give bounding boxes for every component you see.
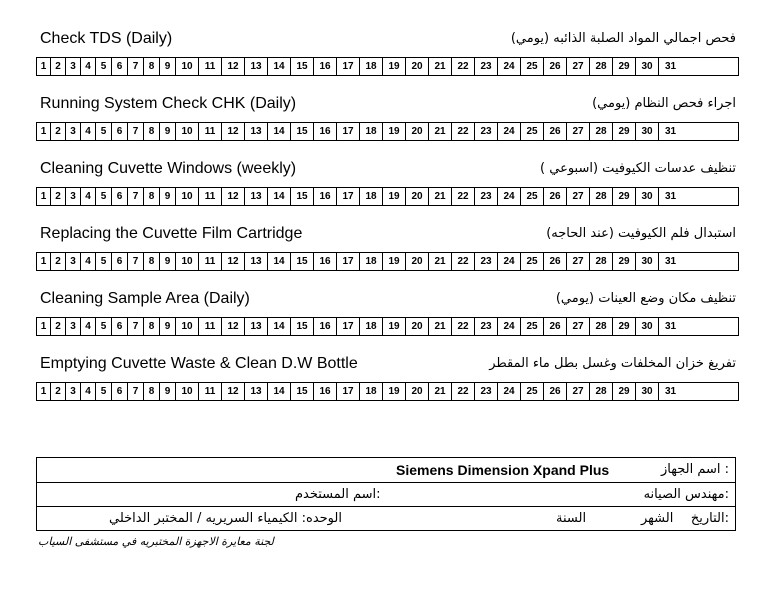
year-label: السنة — [556, 511, 587, 526]
day-cell[interactable]: 8 — [144, 123, 160, 140]
day-cell[interactable]: 22 — [452, 383, 475, 400]
day-cell[interactable]: 18 — [360, 123, 383, 140]
day-cell[interactable]: 21 — [429, 188, 452, 205]
day-cell[interactable]: 20 — [406, 58, 429, 75]
day-cell[interactable]: 17 — [337, 318, 360, 335]
day-cell[interactable]: 26 — [544, 188, 567, 205]
day-cell[interactable]: 31 — [664, 256, 677, 267]
user-label: اسم المستخدم: — [295, 487, 381, 502]
task-title-en: Cleaning Sample Area (Daily) — [40, 290, 250, 307]
day-cell[interactable]: 23 — [475, 318, 498, 335]
day-cell[interactable]: 26 — [544, 123, 567, 140]
day-cell[interactable]: 28 — [590, 123, 613, 140]
day-cell[interactable]: 1 — [37, 318, 51, 335]
day-cell[interactable]: 24 — [498, 318, 521, 335]
day-cell[interactable]: 30 — [636, 123, 659, 140]
day-cell[interactable]: 6 — [112, 383, 128, 400]
day-cell[interactable]: 21 — [429, 58, 452, 75]
day-cell[interactable]: 24 — [498, 383, 521, 400]
day-cell[interactable]: 28 — [590, 318, 613, 335]
day-cell[interactable]: 6 — [112, 318, 128, 335]
day-cell[interactable]: 29 — [613, 123, 636, 140]
unit-label: الوحده: الكيمياء السريريه / المختبر الداخلي — [109, 511, 342, 526]
day-cell[interactable]: 14 — [268, 123, 291, 140]
day-cell[interactable]: 21 — [429, 383, 452, 400]
day-cell[interactable]: 1 — [37, 188, 51, 205]
task-title-ar: تفريغ خزان المخلفات وغسل بطل ماء المقطر — [489, 356, 736, 371]
day-cell[interactable]: 26 — [544, 58, 567, 75]
day-cell[interactable]: 18 — [360, 58, 383, 75]
day-cell[interactable]: 28 — [590, 58, 613, 75]
day-cell[interactable]: 19 — [383, 188, 406, 205]
day-cell[interactable]: 27 — [567, 383, 590, 400]
day-cell[interactable]: 31 — [664, 386, 677, 397]
day-cell[interactable]: 12 — [222, 383, 245, 400]
task-title-en: Running System Check CHK (Daily) — [40, 95, 297, 112]
day-cell[interactable]: 19 — [383, 58, 406, 75]
day-cell[interactable]: 1 — [37, 58, 51, 75]
day-cell[interactable]: 6 — [112, 253, 128, 270]
day-cell[interactable]: 1 — [37, 383, 51, 400]
engineer-label: مهندس الصيانه: — [643, 487, 729, 502]
day-cell[interactable]: 18 — [360, 188, 383, 205]
day-cell[interactable]: 16 — [314, 253, 337, 270]
day-cell[interactable]: 29 — [613, 383, 636, 400]
day-cell[interactable]: 3 — [66, 318, 81, 335]
month-label: الشهر — [641, 511, 674, 526]
day-cell[interactable]: 20 — [406, 318, 429, 335]
day-cell[interactable]: 31 — [664, 126, 677, 137]
day-cell[interactable]: 23 — [475, 383, 498, 400]
day-grid-row — [36, 122, 739, 141]
day-cell[interactable]: 11 — [199, 123, 222, 140]
day-cell[interactable]: 20 — [406, 188, 429, 205]
day-cell[interactable]: 16 — [314, 123, 337, 140]
day-cell[interactable]: 15 — [291, 318, 314, 335]
day-grid-row — [36, 252, 739, 271]
day-cell[interactable]: 5 — [96, 383, 112, 400]
day-cell[interactable]: 3 — [66, 253, 81, 270]
day-cell[interactable]: 16 — [314, 383, 337, 400]
task-title-en: Emptying Cuvette Waste & Clean D.W Bottle — [40, 355, 358, 372]
day-cell[interactable]: 13 — [245, 188, 268, 205]
day-cell[interactable]: 30 — [636, 383, 659, 400]
day-cell[interactable]: 26 — [544, 383, 567, 400]
day-cell[interactable]: 15 — [291, 188, 314, 205]
day-cell[interactable]: 31 — [664, 191, 677, 202]
day-cell[interactable]: 9 — [160, 253, 176, 270]
device-label: اسم الجهاز : — [661, 462, 729, 477]
task-title-en: Cleaning Cuvette Windows (weekly) — [40, 160, 297, 177]
day-cell[interactable]: 10 — [176, 123, 199, 140]
day-cell[interactable]: 14 — [268, 58, 291, 75]
task-title-ar: تنظيف مكان وضع العينات (يومي) — [555, 291, 736, 306]
day-cell[interactable]: 12 — [222, 123, 245, 140]
day-cell[interactable]: 30 — [636, 318, 659, 335]
day-cell[interactable]: 24 — [498, 123, 521, 140]
day-cell[interactable]: 29 — [613, 58, 636, 75]
day-cell[interactable]: 22 — [452, 58, 475, 75]
day-cell[interactable]: 13 — [245, 123, 268, 140]
day-cell[interactable]: 5 — [96, 318, 112, 335]
day-cell[interactable]: 3 — [66, 123, 81, 140]
day-cell[interactable]: 16 — [314, 318, 337, 335]
day-cell[interactable]: 6 — [112, 123, 128, 140]
day-cell[interactable]: 8 — [144, 318, 160, 335]
day-cell[interactable]: 22 — [452, 188, 475, 205]
day-cell[interactable]: 27 — [567, 188, 590, 205]
task-title-ar: استبدال فلم الكيوفيت (عند الحاجه) — [546, 226, 736, 241]
day-cell[interactable]: 7 — [128, 123, 144, 140]
day-cell[interactable]: 11 — [199, 58, 222, 75]
day-cell[interactable]: 14 — [268, 253, 291, 270]
day-cell[interactable]: 15 — [291, 58, 314, 75]
day-cell[interactable]: 12 — [222, 253, 245, 270]
device-row — [37, 458, 735, 483]
day-cell[interactable]: 24 — [498, 253, 521, 270]
day-cell[interactable]: 2 — [51, 318, 66, 335]
day-cell[interactable]: 13 — [245, 318, 268, 335]
day-cell[interactable]: 21 — [429, 123, 452, 140]
day-cell[interactable]: 11 — [199, 318, 222, 335]
day-cell[interactable]: 4 — [81, 383, 96, 400]
day-cell[interactable]: 7 — [128, 253, 144, 270]
day-cell[interactable]: 17 — [337, 253, 360, 270]
day-cell[interactable]: 23 — [475, 188, 498, 205]
day-cell[interactable]: 21 — [429, 318, 452, 335]
day-cell[interactable]: 10 — [176, 188, 199, 205]
day-cell[interactable]: 27 — [567, 123, 590, 140]
day-cell[interactable]: 22 — [452, 253, 475, 270]
day-cell[interactable]: 5 — [96, 58, 112, 75]
day-cell[interactable]: 31 — [664, 61, 677, 72]
day-cell[interactable]: 9 — [160, 58, 176, 75]
day-cell[interactable]: 28 — [590, 253, 613, 270]
day-cell[interactable]: 16 — [314, 58, 337, 75]
day-cell[interactable]: 11 — [199, 253, 222, 270]
day-grid-row — [36, 57, 739, 76]
day-cell[interactable]: 18 — [360, 318, 383, 335]
day-cell[interactable]: 30 — [636, 188, 659, 205]
day-cell[interactable]: 15 — [291, 123, 314, 140]
day-cell[interactable]: 22 — [452, 318, 475, 335]
day-cell[interactable]: 31 — [664, 321, 677, 332]
day-cell[interactable]: 1 — [37, 253, 51, 270]
day-cell[interactable]: 23 — [475, 253, 498, 270]
day-grid-row — [36, 187, 739, 206]
info-box — [36, 457, 736, 531]
day-cell[interactable]: 11 — [199, 383, 222, 400]
day-cell[interactable]: 27 — [567, 253, 590, 270]
day-cell[interactable]: 23 — [475, 58, 498, 75]
day-cell[interactable]: 20 — [406, 123, 429, 140]
day-cell[interactable]: 2 — [51, 188, 66, 205]
day-cell[interactable]: 13 — [245, 58, 268, 75]
day-cell[interactable]: 16 — [314, 188, 337, 205]
task-title-ar: تنظيف عدسات الكيوفيت (اسبوعي ) — [540, 161, 736, 176]
day-cell[interactable]: 6 — [112, 58, 128, 75]
day-cell[interactable]: 27 — [567, 318, 590, 335]
day-cell[interactable]: 22 — [452, 123, 475, 140]
day-cell[interactable]: 1 — [37, 123, 51, 140]
day-cell[interactable]: 7 — [128, 58, 144, 75]
day-cell[interactable]: 18 — [360, 383, 383, 400]
day-cell[interactable]: 10 — [176, 253, 199, 270]
day-cell[interactable]: 8 — [144, 383, 160, 400]
day-cell[interactable]: 13 — [245, 383, 268, 400]
day-cell[interactable]: 12 — [222, 58, 245, 75]
day-cell[interactable]: 25 — [521, 188, 544, 205]
day-cell[interactable]: 9 — [160, 188, 176, 205]
day-cell[interactable]: 4 — [81, 253, 96, 270]
day-cell[interactable]: 26 — [544, 253, 567, 270]
date-row — [37, 507, 735, 531]
task-title-en: Check TDS (Daily) — [40, 30, 173, 47]
footer-note: لجنة معايرة الاجهزة المختبريه في مستشفى السياب — [38, 535, 274, 548]
day-cell[interactable]: 4 — [81, 123, 96, 140]
day-cell[interactable]: 15 — [291, 383, 314, 400]
day-cell[interactable]: 7 — [128, 318, 144, 335]
day-cell[interactable]: 17 — [337, 383, 360, 400]
day-cell[interactable]: 2 — [51, 123, 66, 140]
day-cell[interactable]: 10 — [176, 318, 199, 335]
day-cell[interactable]: 25 — [521, 383, 544, 400]
day-cell[interactable]: 25 — [521, 123, 544, 140]
day-cell[interactable]: 11 — [199, 188, 222, 205]
day-cell[interactable]: 29 — [613, 253, 636, 270]
day-cell[interactable]: 4 — [81, 58, 96, 75]
day-cell[interactable]: 5 — [96, 188, 112, 205]
task-title-en: Replacing the Cuvette Film Cartridge — [40, 225, 303, 242]
day-cell[interactable]: 3 — [66, 58, 81, 75]
day-cell[interactable]: 6 — [112, 188, 128, 205]
day-cell[interactable]: 19 — [383, 383, 406, 400]
day-cell[interactable]: 25 — [521, 58, 544, 75]
day-cell[interactable]: 17 — [337, 188, 360, 205]
day-cell[interactable]: 3 — [66, 188, 81, 205]
day-cell[interactable]: 20 — [406, 383, 429, 400]
date-label: التاريخ: — [690, 511, 729, 526]
day-cell[interactable]: 2 — [51, 383, 66, 400]
day-cell[interactable]: 9 — [160, 123, 176, 140]
day-cell[interactable]: 19 — [383, 123, 406, 140]
day-grid-row — [36, 317, 739, 336]
task-title-ar: فحص اجمالي المواد الصلبة الذائبه (يومي) — [510, 31, 736, 46]
day-cell[interactable]: 10 — [176, 383, 199, 400]
day-cell[interactable]: 17 — [337, 123, 360, 140]
day-cell[interactable]: 30 — [636, 253, 659, 270]
day-cell[interactable]: 19 — [383, 253, 406, 270]
day-cell[interactable]: 2 — [51, 253, 66, 270]
day-cell[interactable]: 21 — [429, 253, 452, 270]
day-cell[interactable]: 13 — [245, 253, 268, 270]
day-cell[interactable]: 24 — [498, 188, 521, 205]
task-title-ar: اجراء فحص النظام (يومي) — [592, 96, 736, 111]
day-cell[interactable]: 10 — [176, 58, 199, 75]
day-cell[interactable]: 28 — [590, 188, 613, 205]
day-cell[interactable]: 15 — [291, 253, 314, 270]
day-cell[interactable]: 17 — [337, 58, 360, 75]
day-grid-row — [36, 382, 739, 401]
day-cell[interactable]: 12 — [222, 188, 245, 205]
day-cell[interactable]: 2 — [51, 58, 66, 75]
day-cell[interactable]: 29 — [613, 188, 636, 205]
day-cell[interactable]: 8 — [144, 188, 160, 205]
day-cell[interactable]: 5 — [96, 253, 112, 270]
day-cell[interactable]: 18 — [360, 253, 383, 270]
day-cell[interactable]: 29 — [613, 318, 636, 335]
day-cell[interactable]: 20 — [406, 253, 429, 270]
day-cell[interactable]: 9 — [160, 383, 176, 400]
day-cell[interactable]: 5 — [96, 123, 112, 140]
engineer-row — [37, 483, 735, 507]
day-cell[interactable]: 12 — [222, 318, 245, 335]
day-cell[interactable]: 14 — [268, 318, 291, 335]
day-cell[interactable]: 19 — [383, 318, 406, 335]
day-cell[interactable]: 4 — [81, 318, 96, 335]
day-cell[interactable]: 30 — [636, 58, 659, 75]
day-cell[interactable]: 8 — [144, 253, 160, 270]
day-cell[interactable]: 14 — [268, 383, 291, 400]
day-cell[interactable]: 26 — [544, 318, 567, 335]
day-cell[interactable]: 28 — [590, 383, 613, 400]
day-cell[interactable]: 14 — [268, 188, 291, 205]
day-cell[interactable]: 8 — [144, 58, 160, 75]
day-cell[interactable]: 3 — [66, 383, 81, 400]
day-cell[interactable]: 7 — [128, 188, 144, 205]
day-cell[interactable]: 25 — [521, 318, 544, 335]
day-cell[interactable]: 9 — [160, 318, 176, 335]
day-cell[interactable]: 24 — [498, 58, 521, 75]
day-cell[interactable]: 23 — [475, 123, 498, 140]
device-name: Siemens Dimension Xpand Plus — [396, 462, 610, 478]
day-cell[interactable]: 27 — [567, 58, 590, 75]
day-cell[interactable]: 4 — [81, 188, 96, 205]
day-cell[interactable]: 7 — [128, 383, 144, 400]
day-cell[interactable]: 25 — [521, 253, 544, 270]
